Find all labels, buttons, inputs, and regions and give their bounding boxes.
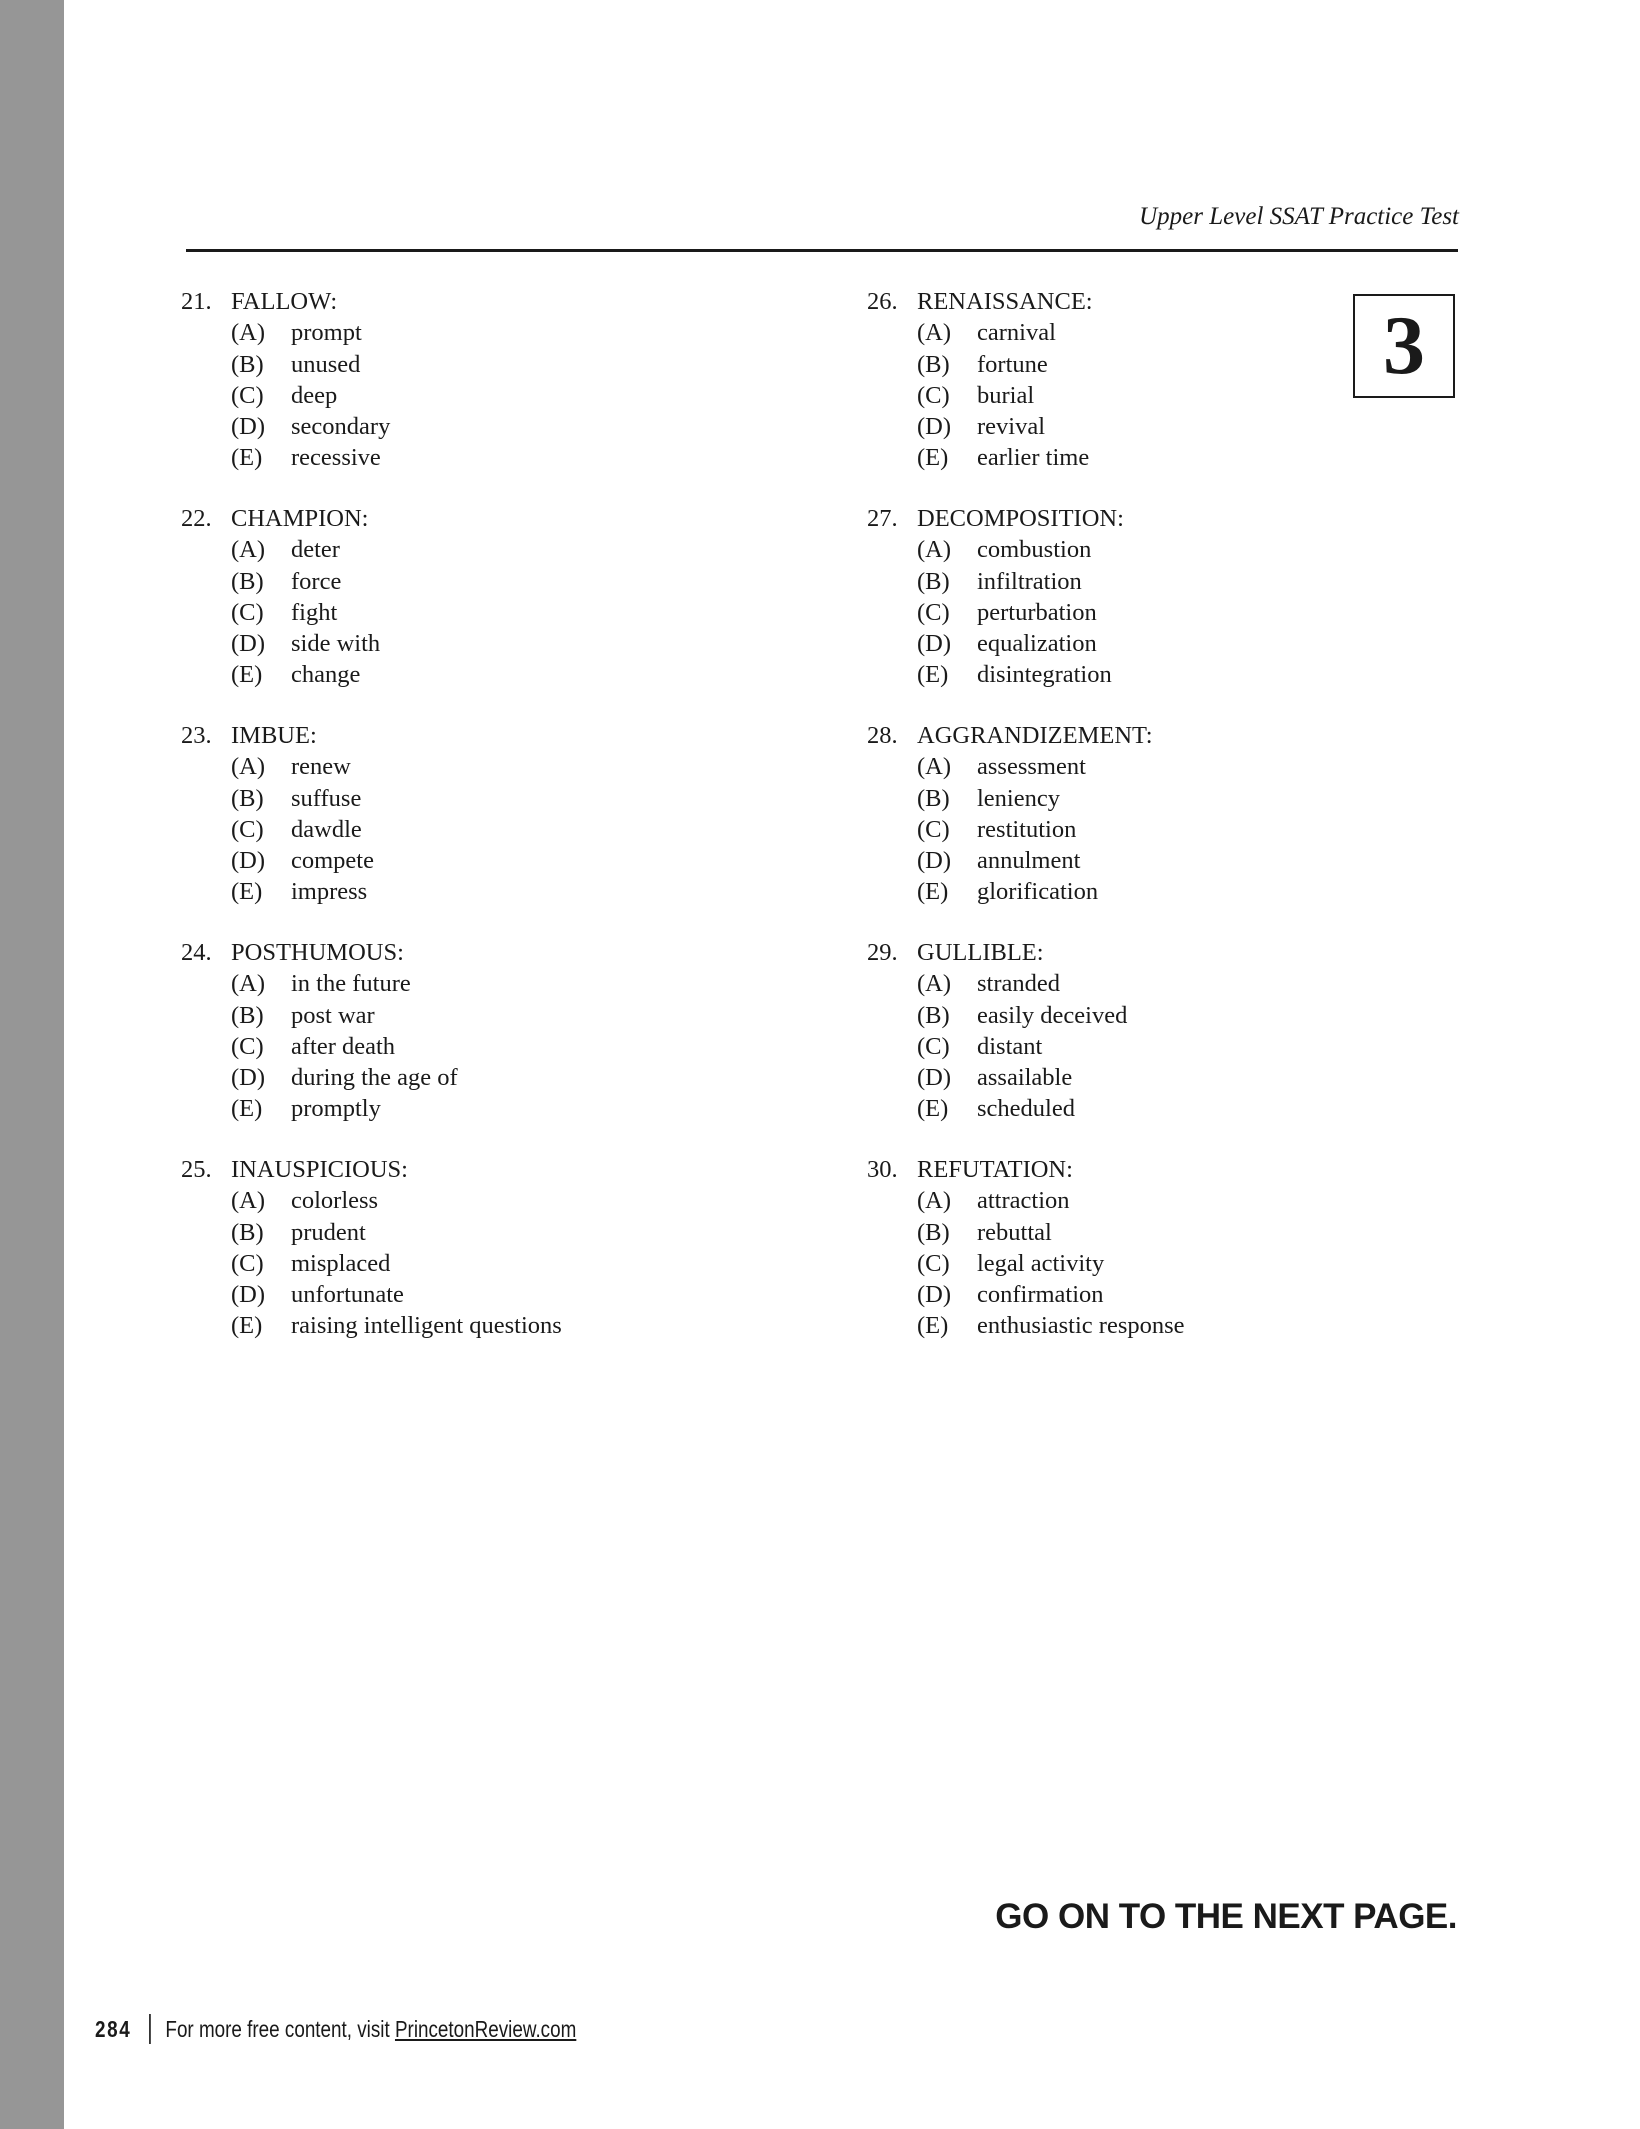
option-text: change xyxy=(291,661,361,689)
option-letter: (D) xyxy=(917,630,952,658)
option-letter: (D) xyxy=(917,1064,952,1092)
question-number: 27. xyxy=(867,505,898,532)
footer xyxy=(95,2014,576,2044)
option-text: glorification xyxy=(977,878,1099,906)
option-letter: (A) xyxy=(917,753,952,781)
answer-option[interactable] xyxy=(867,876,1185,907)
option-letter: (B) xyxy=(231,350,264,378)
option-text: suffuse xyxy=(291,784,362,812)
answer-option[interactable] xyxy=(867,1031,1185,1062)
option-letter: (D) xyxy=(917,1281,952,1309)
option-text: leniency xyxy=(977,784,1060,812)
option-text: burial xyxy=(977,381,1035,409)
option-text: impress xyxy=(291,878,368,906)
footer-divider xyxy=(149,2014,150,2044)
answer-option[interactable] xyxy=(867,845,1185,876)
option-letter: (A) xyxy=(917,319,952,347)
answer-option[interactable] xyxy=(867,380,1185,411)
option-letter: (B) xyxy=(917,1001,950,1029)
option-letter: (D) xyxy=(231,413,266,441)
answer-option[interactable] xyxy=(867,566,1185,597)
option-text: infiltration xyxy=(977,567,1082,595)
question-number: 26. xyxy=(867,288,898,315)
answer-option[interactable] xyxy=(181,442,562,473)
option-letter: (A) xyxy=(231,319,266,347)
answer-option[interactable] xyxy=(181,1185,562,1216)
option-letter: (B) xyxy=(231,1001,264,1029)
option-text: deter xyxy=(291,536,340,564)
option-text: confirmation xyxy=(977,1281,1104,1309)
option-letter: (D) xyxy=(917,847,952,875)
question-item xyxy=(867,720,1185,937)
answer-option[interactable] xyxy=(867,442,1185,473)
option-letter: (A) xyxy=(231,536,266,564)
option-text: attraction xyxy=(977,1187,1070,1215)
question-item xyxy=(867,286,1185,503)
question-number: 23. xyxy=(181,722,212,749)
option-text: force xyxy=(291,567,342,595)
answer-option[interactable] xyxy=(181,411,562,442)
question-word: GULLIBLE: xyxy=(917,939,1044,966)
answer-option[interactable] xyxy=(867,1000,1185,1031)
answer-option[interactable] xyxy=(181,783,562,814)
question-item xyxy=(181,1154,562,1371)
option-text: secondary xyxy=(291,413,391,441)
option-letter: (B) xyxy=(917,784,950,812)
answer-option[interactable] xyxy=(181,751,562,782)
option-text: post war xyxy=(291,1001,375,1029)
option-text: deep xyxy=(291,381,338,409)
answer-option[interactable] xyxy=(181,380,562,411)
option-text: earlier time xyxy=(977,444,1090,472)
section-number-box: 3 xyxy=(1353,294,1455,398)
answer-option[interactable] xyxy=(867,1279,1185,1310)
option-letter: (A) xyxy=(231,1187,266,1215)
question-item xyxy=(181,720,562,937)
answer-option[interactable] xyxy=(867,628,1185,659)
answer-option[interactable] xyxy=(181,349,562,380)
option-letter: (B) xyxy=(231,567,264,595)
question-number: 22. xyxy=(181,505,212,532)
answer-option[interactable] xyxy=(867,534,1185,565)
option-text: misplaced xyxy=(291,1249,391,1277)
question-word: CHAMPION: xyxy=(231,505,369,532)
footer-link[interactable]: PrincetonReview.com xyxy=(394,2015,577,2042)
option-letter: (E) xyxy=(917,1312,949,1340)
option-letter: (E) xyxy=(231,1095,263,1123)
option-letter: (E) xyxy=(231,1312,263,1340)
option-text: fight xyxy=(291,598,338,626)
question-number: 29. xyxy=(867,939,898,966)
question-column-left xyxy=(181,286,562,1371)
answer-option[interactable] xyxy=(181,628,562,659)
question-item xyxy=(867,1154,1185,1371)
option-letter: (C) xyxy=(917,1249,950,1277)
option-text: raising intelligent questions xyxy=(291,1312,562,1340)
option-letter: (C) xyxy=(231,598,264,626)
answer-option[interactable] xyxy=(867,411,1185,442)
option-text: unfortunate xyxy=(291,1281,404,1309)
option-text: perturbation xyxy=(977,598,1097,626)
answer-option[interactable] xyxy=(867,783,1185,814)
question-number: 30. xyxy=(867,1156,898,1183)
option-letter: (E) xyxy=(917,1095,949,1123)
option-letter: (B) xyxy=(917,1218,950,1246)
question-number: 25. xyxy=(181,1156,212,1183)
option-text: easily deceived xyxy=(977,1001,1128,1029)
option-text: side with xyxy=(291,630,381,658)
option-letter: (A) xyxy=(231,753,266,781)
option-text: colorless xyxy=(291,1187,379,1215)
answer-option[interactable] xyxy=(867,1093,1185,1124)
answer-option[interactable] xyxy=(181,1217,562,1248)
answer-option[interactable] xyxy=(181,1031,562,1062)
option-letter: (E) xyxy=(231,661,263,689)
question-word: INAUSPICIOUS: xyxy=(231,1156,408,1183)
answer-option[interactable] xyxy=(867,1217,1185,1248)
answer-option[interactable] xyxy=(867,659,1185,690)
answer-option[interactable] xyxy=(867,349,1185,380)
answer-option[interactable] xyxy=(867,1310,1185,1341)
option-text: restitution xyxy=(977,815,1077,843)
page-number: 284 xyxy=(95,2015,132,2042)
answer-option[interactable] xyxy=(867,1062,1185,1093)
option-text: renew xyxy=(291,753,351,781)
option-letter: (B) xyxy=(231,1218,264,1246)
question-item xyxy=(867,503,1185,720)
question-word: DECOMPOSITION: xyxy=(917,505,1124,532)
answer-option[interactable] xyxy=(867,317,1185,348)
option-letter: (E) xyxy=(231,444,263,472)
option-letter: (C) xyxy=(231,815,264,843)
answer-option[interactable] xyxy=(181,845,562,876)
option-text: promptly xyxy=(291,1095,381,1123)
option-text: scheduled xyxy=(977,1095,1075,1123)
answer-option[interactable] xyxy=(867,1185,1185,1216)
question-word: IMBUE: xyxy=(231,722,317,749)
question-number: 28. xyxy=(867,722,898,749)
answer-option[interactable] xyxy=(181,1000,562,1031)
option-letter: (C) xyxy=(917,381,950,409)
answer-option[interactable] xyxy=(867,751,1185,782)
option-letter: (C) xyxy=(231,381,264,409)
option-text: in the future xyxy=(291,970,411,998)
option-text: rebuttal xyxy=(977,1218,1052,1246)
option-text: compete xyxy=(291,847,374,875)
option-text: assessment xyxy=(977,753,1086,781)
running-title: Upper Level SSAT Practice Test xyxy=(1139,203,1459,230)
option-letter: (A) xyxy=(917,1187,952,1215)
question-item xyxy=(181,937,562,1154)
question-word: RENAISSANCE: xyxy=(917,288,1093,315)
option-text: annulment xyxy=(977,847,1081,875)
question-column-right xyxy=(867,286,1185,1371)
option-text: disintegration xyxy=(977,661,1112,689)
option-letter: (C) xyxy=(917,598,950,626)
option-text: carnival xyxy=(977,319,1056,347)
option-text: revival xyxy=(977,413,1046,441)
answer-option[interactable] xyxy=(181,659,562,690)
option-text: recessive xyxy=(291,444,381,472)
option-letter: (C) xyxy=(917,815,950,843)
answer-option[interactable] xyxy=(181,534,562,565)
option-letter: (D) xyxy=(917,413,952,441)
option-text: distant xyxy=(977,1032,1043,1060)
answer-option[interactable] xyxy=(181,968,562,999)
question-item xyxy=(181,503,562,720)
question-word: FALLOW: xyxy=(231,288,338,315)
go-on-notice: GO ON TO THE NEXT PAGE. xyxy=(995,1897,1457,1936)
answer-option[interactable] xyxy=(181,876,562,907)
option-text: equalization xyxy=(977,630,1097,658)
answer-option[interactable] xyxy=(181,814,562,845)
option-text: prompt xyxy=(291,319,362,347)
option-text: stranded xyxy=(977,970,1060,998)
answer-option[interactable] xyxy=(181,566,562,597)
option-text: after death xyxy=(291,1032,396,1060)
option-letter: (E) xyxy=(231,878,263,906)
option-letter: (E) xyxy=(917,444,949,472)
answer-option[interactable] xyxy=(867,814,1185,845)
question-number: 21. xyxy=(181,288,212,315)
option-text: legal activity xyxy=(977,1249,1105,1277)
option-letter: (C) xyxy=(231,1249,264,1277)
answer-option[interactable] xyxy=(181,1093,562,1124)
answer-option[interactable] xyxy=(181,597,562,628)
question-word: AGGRANDIZEMENT: xyxy=(917,722,1153,749)
option-text: combustion xyxy=(977,536,1092,564)
option-letter: (D) xyxy=(231,847,266,875)
footer-text: For more free content, visit xyxy=(165,2015,390,2042)
question-word: REFUTATION: xyxy=(917,1156,1073,1183)
option-letter: (A) xyxy=(917,536,952,564)
page-edge-bar xyxy=(0,0,64,2129)
answer-option[interactable] xyxy=(867,597,1185,628)
answer-option[interactable] xyxy=(867,968,1185,999)
option-letter: (A) xyxy=(917,970,952,998)
option-letter: (C) xyxy=(917,1032,950,1060)
option-letter: (D) xyxy=(231,1281,266,1309)
option-text: assailable xyxy=(977,1064,1073,1092)
answer-option[interactable] xyxy=(181,317,562,348)
option-letter: (A) xyxy=(231,970,266,998)
option-letter: (B) xyxy=(231,784,264,812)
option-letter: (B) xyxy=(917,350,950,378)
question-number: 24. xyxy=(181,939,212,966)
question-item xyxy=(867,937,1185,1154)
option-text: prudent xyxy=(291,1218,366,1246)
option-text: during the age of xyxy=(291,1064,458,1092)
option-letter: (B) xyxy=(917,567,950,595)
option-letter: (E) xyxy=(917,878,949,906)
option-letter: (E) xyxy=(917,661,949,689)
answer-option[interactable] xyxy=(181,1248,562,1279)
option-text: enthusiastic response xyxy=(977,1312,1185,1340)
option-letter: (D) xyxy=(231,630,266,658)
answer-option[interactable] xyxy=(181,1279,562,1310)
header-rule xyxy=(186,249,1458,252)
answer-option[interactable] xyxy=(181,1062,562,1093)
answer-option[interactable] xyxy=(181,1310,562,1341)
option-text: unused xyxy=(291,350,361,378)
option-letter: (C) xyxy=(231,1032,264,1060)
question-word: POSTHUMOUS: xyxy=(231,939,404,966)
option-text: fortune xyxy=(977,350,1048,378)
option-text: dawdle xyxy=(291,815,362,843)
option-letter: (D) xyxy=(231,1064,266,1092)
question-item xyxy=(181,286,562,503)
answer-option[interactable] xyxy=(867,1248,1185,1279)
